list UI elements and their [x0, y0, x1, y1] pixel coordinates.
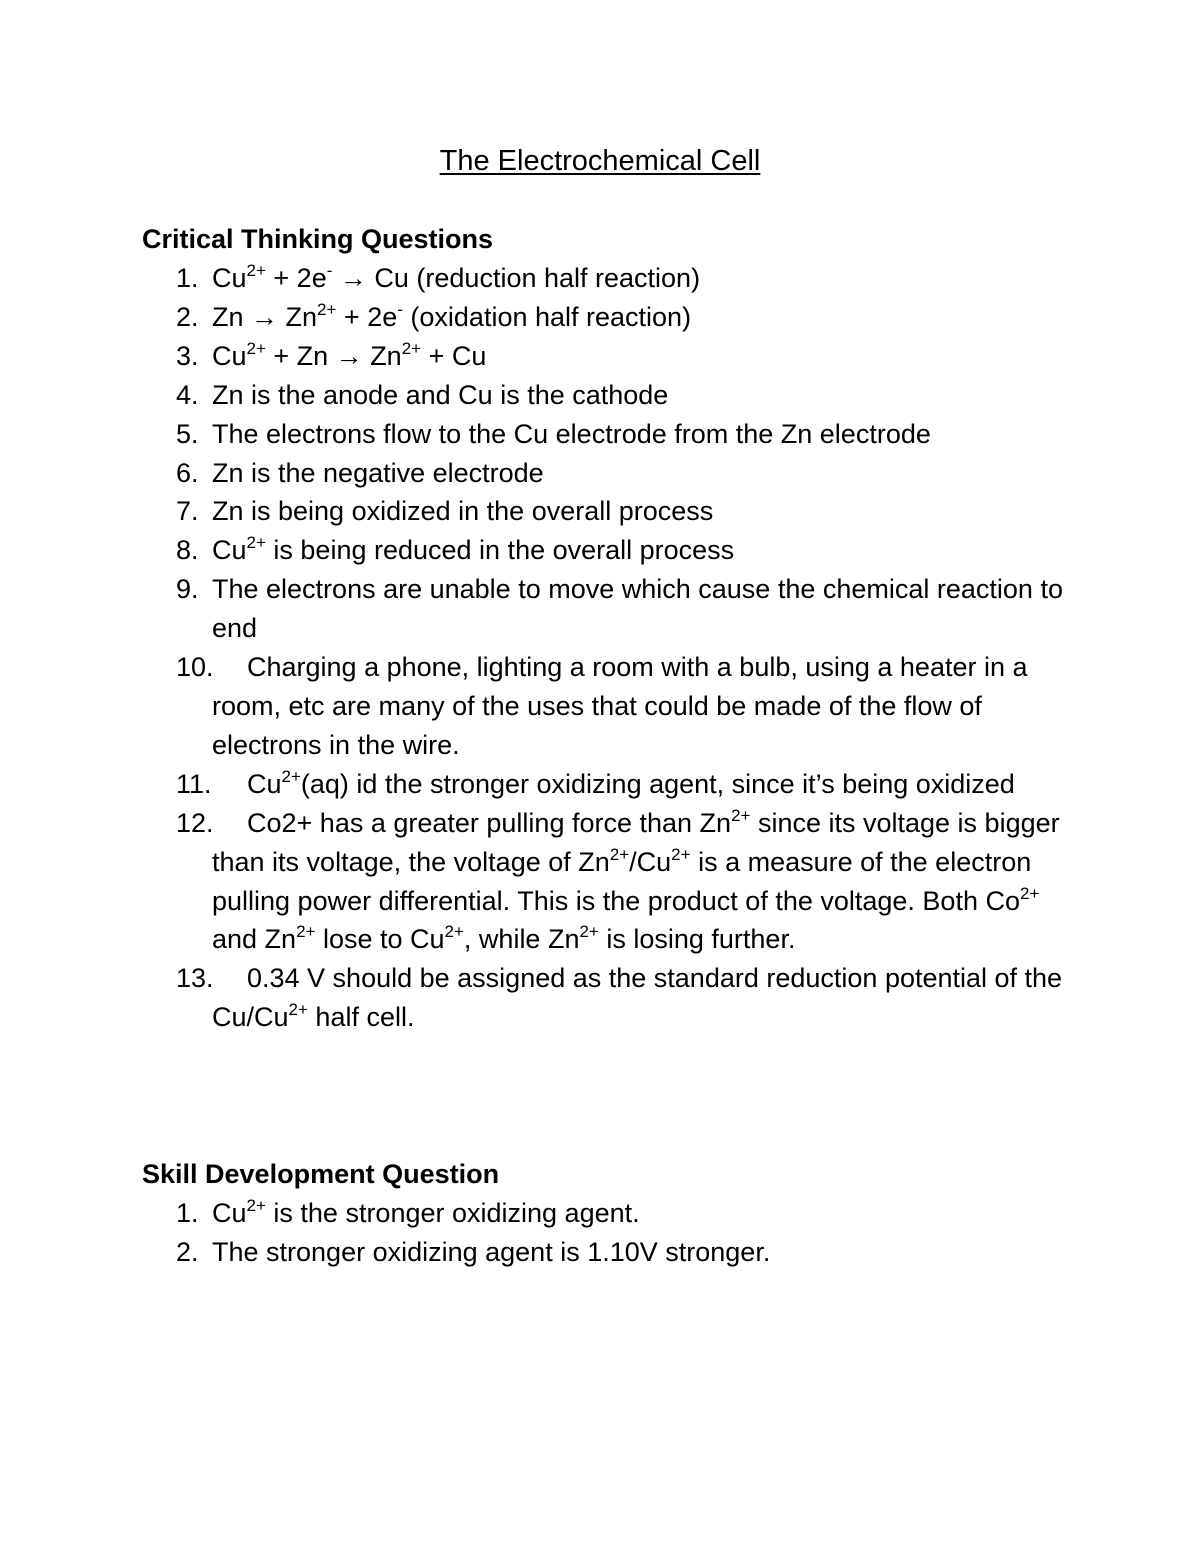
item-number: 11.: [176, 768, 212, 799]
list-item: [142, 765, 1072, 804]
superscript: 2+: [609, 844, 630, 864]
text-run: → Cu (reduction half reaction): [332, 263, 701, 293]
superscript: 2+: [246, 1196, 266, 1215]
superscript: 2+: [246, 261, 266, 280]
list-item: [142, 531, 1072, 570]
text-run: , while Zn: [463, 924, 580, 955]
text-run: is the stronger oxidizing agent.: [265, 1198, 640, 1228]
document-title: The Electrochemical Cell: [439, 145, 761, 177]
skill-development-list: [142, 1194, 1072, 1272]
text-run: Cu: [212, 535, 247, 566]
superscript: 2+: [281, 766, 301, 786]
item-text: [212, 338, 487, 371]
list-item: [142, 415, 1072, 454]
text-run: /Cu: [629, 846, 672, 877]
item-number: 1.: [176, 1198, 199, 1228]
list-item: [142, 648, 1072, 765]
text-run: Cu: [212, 263, 247, 293]
item-text: Charging a phone, lighting a room with a bulb, using a heater in a room, etc are many of the uses that could be made of the flow of electrons in the wire.: [212, 652, 1028, 760]
superscript: 2+: [317, 299, 337, 319]
superscript: 2+: [1019, 883, 1040, 903]
item-text: Zn is the anode and Cu is the cathode: [212, 379, 669, 410]
item-number: 9.: [176, 574, 199, 605]
item-text: The electrons flow to the Cu electrode from the Zn electrode: [212, 418, 931, 449]
list-item: [142, 298, 1072, 337]
text-run: Cu: [247, 768, 282, 799]
item-text: [212, 299, 692, 332]
superscript: 2+: [296, 922, 316, 942]
item-text: Zn is the negative electrode: [212, 457, 544, 488]
text-run: half cell.: [307, 1002, 415, 1033]
list-item: [142, 804, 1072, 960]
text-run: (aq) id the stronger oxidizing agent, since it’s being oxidized: [300, 768, 1015, 799]
list-item: [142, 959, 1072, 1037]
text-run: Zn → Zn: [212, 301, 318, 332]
text-run: + 2e: [336, 301, 398, 332]
item-text: [212, 535, 734, 565]
item-number: 8.: [176, 535, 199, 566]
item-number: 5.: [176, 418, 199, 449]
superscript: 2+: [671, 844, 691, 864]
list-item: [142, 1233, 1072, 1272]
text-run: 0.34 V should be assigned as the standard reduction potential of the Cu/Cu: [212, 963, 1063, 1033]
text-run: since its voltage is bigger than its voltage, the voltage of Zn: [212, 807, 1060, 877]
text-run: lose to Cu: [315, 924, 445, 955]
critical-thinking-list: [142, 259, 1072, 1037]
text-run: Cu: [212, 340, 247, 371]
superscript: 2+: [288, 1000, 308, 1020]
item-number: 12.: [176, 807, 214, 838]
item-number: 13.: [176, 963, 214, 994]
text-run: (oxidation half reaction): [402, 301, 692, 332]
superscript: -: [397, 299, 403, 319]
list-item: [142, 259, 1072, 298]
item-number: 1.: [176, 263, 199, 293]
text-run: is losing further.: [598, 924, 796, 955]
item-number: 2.: [176, 301, 199, 332]
item-text: [212, 263, 700, 293]
list-item: [142, 337, 1072, 376]
item-number: 10.: [176, 652, 214, 683]
list-item: [142, 570, 1072, 648]
item-text: [212, 1198, 640, 1228]
superscript: 2+: [731, 805, 751, 825]
list-item: [142, 492, 1072, 531]
superscript: 2+: [246, 338, 266, 358]
item-text: The stronger oxidizing agent is 1.10V stronger.: [212, 1236, 771, 1267]
text-run: is being reduced in the overall process: [265, 535, 735, 566]
item-number: 3.: [176, 340, 199, 371]
item-text: [212, 805, 1060, 955]
superscript: 2+: [401, 338, 422, 358]
skill-development-heading: Skill Development Question: [142, 1159, 500, 1189]
item-text: [212, 963, 1062, 1032]
item-number: 7.: [176, 496, 199, 527]
item-number: 2.: [176, 1236, 199, 1267]
text-run: + Zn → Zn: [265, 340, 402, 371]
superscript: 2+: [579, 922, 599, 942]
superscript: 2+: [444, 922, 464, 942]
list-item: [142, 454, 1072, 493]
list-item: [142, 376, 1072, 415]
item-text: Zn is being oxidized in the overall process: [212, 496, 714, 527]
text-run: Co2+ has a greater pulling force than Zn: [247, 807, 732, 838]
critical-thinking-heading: Critical Thinking Questions: [142, 224, 494, 254]
item-number: 4.: [176, 379, 199, 410]
skill-development-section: [142, 1155, 1072, 1272]
text-run: + Cu: [421, 340, 487, 371]
list-item: [142, 1194, 1072, 1233]
item-text: The electrons are unable to move which cause the chemical reaction to end: [212, 574, 1063, 644]
text-run: + 2e: [265, 263, 327, 293]
text-run: and Zn: [212, 924, 297, 955]
critical-thinking-section: [142, 220, 1072, 1037]
superscript: -: [326, 261, 333, 280]
text-run: Cu: [212, 1198, 247, 1228]
item-text: [247, 766, 1015, 799]
text-run: is a measure of the electron pulling power differential. This is the product of the voltage. Both Co: [212, 846, 1032, 916]
item-number: 6.: [176, 457, 199, 488]
superscript: 2+: [246, 533, 266, 553]
